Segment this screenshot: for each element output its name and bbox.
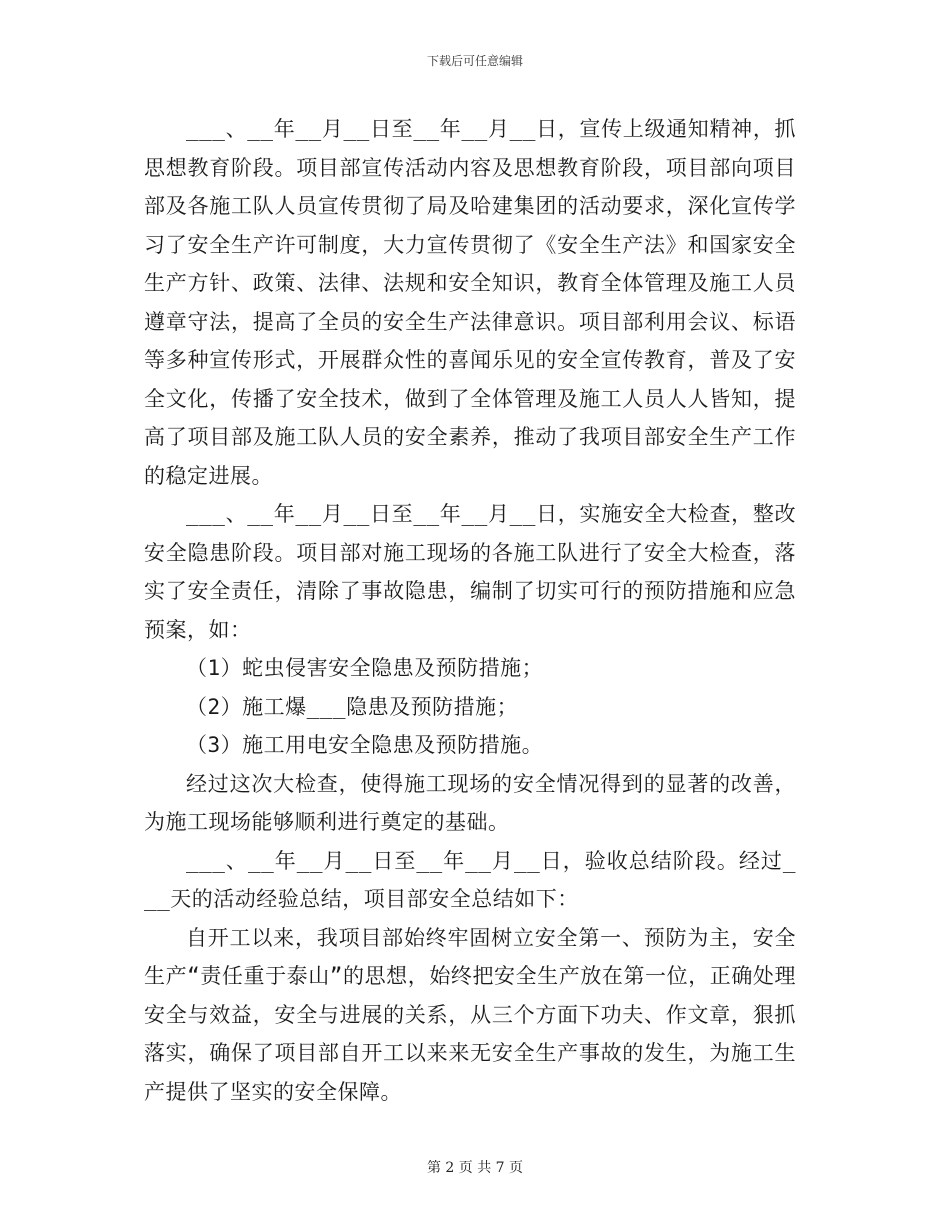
paragraph-propaganda-stage: ___、__年__月__日至__年__月__日，宣传上级通知精神，抓思想教育阶段。项目部宣传活动内容及思想教育阶段，项目部向项目部及各施工队人员宣传贯彻了局及哈建集团的活动要求，深化宣传学习了安全生产许可制度，大力宣传贯彻了《安全生产法》和国家安全生产方针、政策、法律、法规和安全知识，教育全体管理及施工人员遵章守法，提高了全员的安全生产法律意识。项目部利用会议、标语等多种宣传形式，开展群众性的喜闻乐见的安全宣传教育，普及了安全文化，传播了安全技术，做到了全体管理及施工人员人人皆知，提高了项目部及施工队人员的安全素养，推动了我项目部安全生产工作的稳定进展。	[144, 117, 796, 488]
page-number: 第 2 页 共 7 页	[426, 1160, 524, 1176]
paragraph-summary-body: 自开工以来，我项目部始终牢固树立安全第一、预防为主，安全生产“责任重于泰山”的思想，始终把安全生产放在第一位，正确处理安全与效益，安全与进展的关系，从三个方面下功夫、作文章，狠抓落实，确保了项目部自开工以来来无安全生产事故的发生，为施工生产提供了坚实的安全保障。	[144, 925, 796, 1104]
list-item: （1）蛇虫侵害安全隐患及预防措施；	[186, 656, 544, 680]
paragraph-inspection-stage: ___、__年__月__日至__年__月__日，实施安全大检查，整改安全隐患阶段。项目部对施工现场的各施工队进行了安全大检查，落实了安全责任，清除了事故隐患，编制了切实可行的预防措施和应急预案，如：	[144, 502, 796, 642]
document-body	[144, 110, 796, 1111]
paragraph-inspection-result: 经过这次大检查，使得施工现场的安全情况得到的显著的改善，为施工现场能够顺利进行奠定的基础。	[144, 771, 796, 834]
paragraph-summary-stage: ___、__年__月__日至__年__月__日，验收总结阶段。经过___天的活动经验总结，项目部安全总结如下：	[144, 848, 796, 911]
list-item: （3）施工用电安全隐患及预防措施。	[186, 733, 544, 757]
list-item: （2）施工爆___隐患及预防措施；	[186, 694, 519, 719]
page-header: 下载后可任意编辑	[426, 54, 523, 68]
